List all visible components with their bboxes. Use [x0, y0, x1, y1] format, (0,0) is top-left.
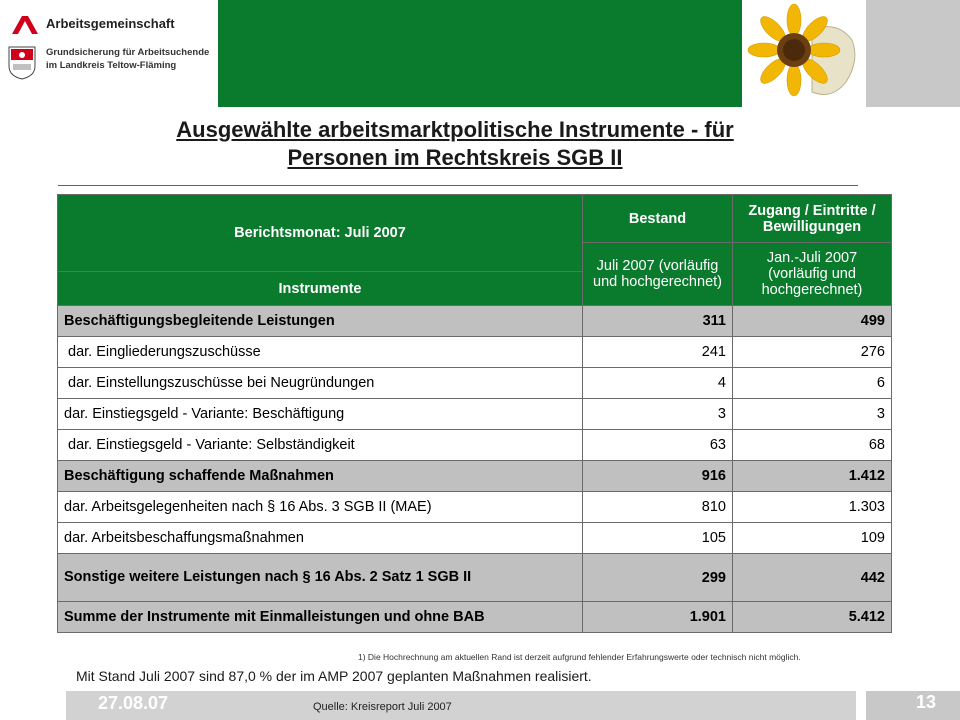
row-zugang: 3	[733, 399, 892, 430]
row-zugang: 68	[733, 430, 892, 461]
row-bestand: 105	[583, 523, 733, 554]
status-text: Mit Stand Juli 2007 sind 87,0 % der im AMP 2007 geplanten Maßnahmen realisiert.	[76, 668, 592, 684]
page-number: 13	[915, 692, 936, 712]
table-row	[58, 399, 892, 430]
header-grey-block	[866, 0, 960, 107]
row-label: dar. Einstiegsgeld - Variante: Beschäftigung	[58, 399, 583, 430]
header-bestand: Bestand	[583, 195, 733, 243]
table-row	[58, 430, 892, 461]
row-zugang: 276	[733, 337, 892, 368]
title-divider	[58, 185, 858, 186]
subheader-juli: Juli 2007 (vorläufig und hochgerechnet)	[583, 243, 733, 306]
header-green-banner	[218, 0, 742, 107]
row-label: dar. Einstiegsgeld - Variante: Selbständigkeit	[58, 430, 583, 461]
county-crest-icon	[8, 46, 36, 80]
footer-bar	[66, 691, 856, 720]
table-row-total	[58, 602, 892, 633]
row-bestand: 3	[583, 399, 733, 430]
org-subtitle-line2: im Landkreis Teltow-Fläming	[46, 60, 177, 71]
table-row	[58, 523, 892, 554]
row-label: Beschäftigungsbegleitende Leistungen	[58, 306, 583, 337]
row-label: Sonstige weitere Leistungen nach § 16 Abs. 2 Satz 1 SGB II	[58, 554, 583, 602]
page-title	[90, 116, 820, 172]
org-logo	[0, 0, 218, 108]
row-zugang: 109	[733, 523, 892, 554]
row-bestand: 311	[583, 306, 733, 337]
footer-source: Quelle: Kreisreport Juli 2007	[313, 701, 452, 713]
table-row	[58, 461, 892, 492]
subheader-jan-juli: Jan.-Juli 2007 (vorläufig und hochgerechnet)	[733, 243, 892, 306]
row-bestand: 1.901	[583, 602, 733, 633]
page-title-line2: Personen im Rechtskreis SGB II	[287, 145, 623, 170]
row-label: dar. Arbeitsbeschaffungsmaßnahmen	[58, 523, 583, 554]
footnote: 1) Die Hochrechnung am aktuellen Rand ist derzeit aufgrund fehlender Erfahrungswerte oder technisch nicht möglich.	[358, 652, 801, 662]
row-zugang: 1.412	[733, 461, 892, 492]
agency-logo-icon	[8, 14, 42, 36]
header-instrumente: Instrumente	[58, 272, 583, 306]
row-zugang: 5.412	[733, 602, 892, 633]
row-bestand: 916	[583, 461, 733, 492]
row-label: dar. Einstellungszuschüsse bei Neugründungen	[58, 368, 583, 399]
footer-date: 27.08.07	[98, 693, 169, 713]
row-label: Beschäftigung schaffende Maßnahmen	[58, 461, 583, 492]
table-row	[58, 337, 892, 368]
org-subtitle-line1: Grundsicherung für Arbeitsuchende	[46, 47, 210, 58]
table-row	[58, 368, 892, 399]
table-row	[58, 306, 892, 337]
row-label: dar. Eingliederungszuschüsse	[58, 337, 583, 368]
table-row	[58, 492, 892, 523]
row-bestand: 810	[583, 492, 733, 523]
row-bestand: 241	[583, 337, 733, 368]
row-zugang: 442	[733, 554, 892, 602]
org-title: Arbeitsgemeinschaft	[46, 16, 175, 31]
row-bestand: 4	[583, 368, 733, 399]
instruments-table	[57, 194, 892, 633]
row-bestand: 63	[583, 430, 733, 461]
sunflower-image	[742, 0, 866, 107]
row-label: Summe der Instrumente mit Einmalleistungen und ohne BAB	[58, 602, 583, 633]
row-zugang: 6	[733, 368, 892, 399]
table-row	[58, 554, 892, 602]
row-zugang: 1.303	[733, 492, 892, 523]
page-title-line1: Ausgewählte arbeitsmarktpolitische Instrumente - für	[176, 117, 734, 142]
header-period: Berichtsmonat: Juli 2007	[58, 195, 583, 272]
row-zugang: 499	[733, 306, 892, 337]
sunflower-icon	[742, 0, 866, 107]
row-bestand: 299	[583, 554, 733, 602]
row-label: dar. Arbeitsgelegenheiten nach § 16 Abs. 3 SGB II (MAE)	[58, 492, 583, 523]
header-zugang: Zugang / Eintritte / Bewilligungen	[733, 195, 892, 243]
